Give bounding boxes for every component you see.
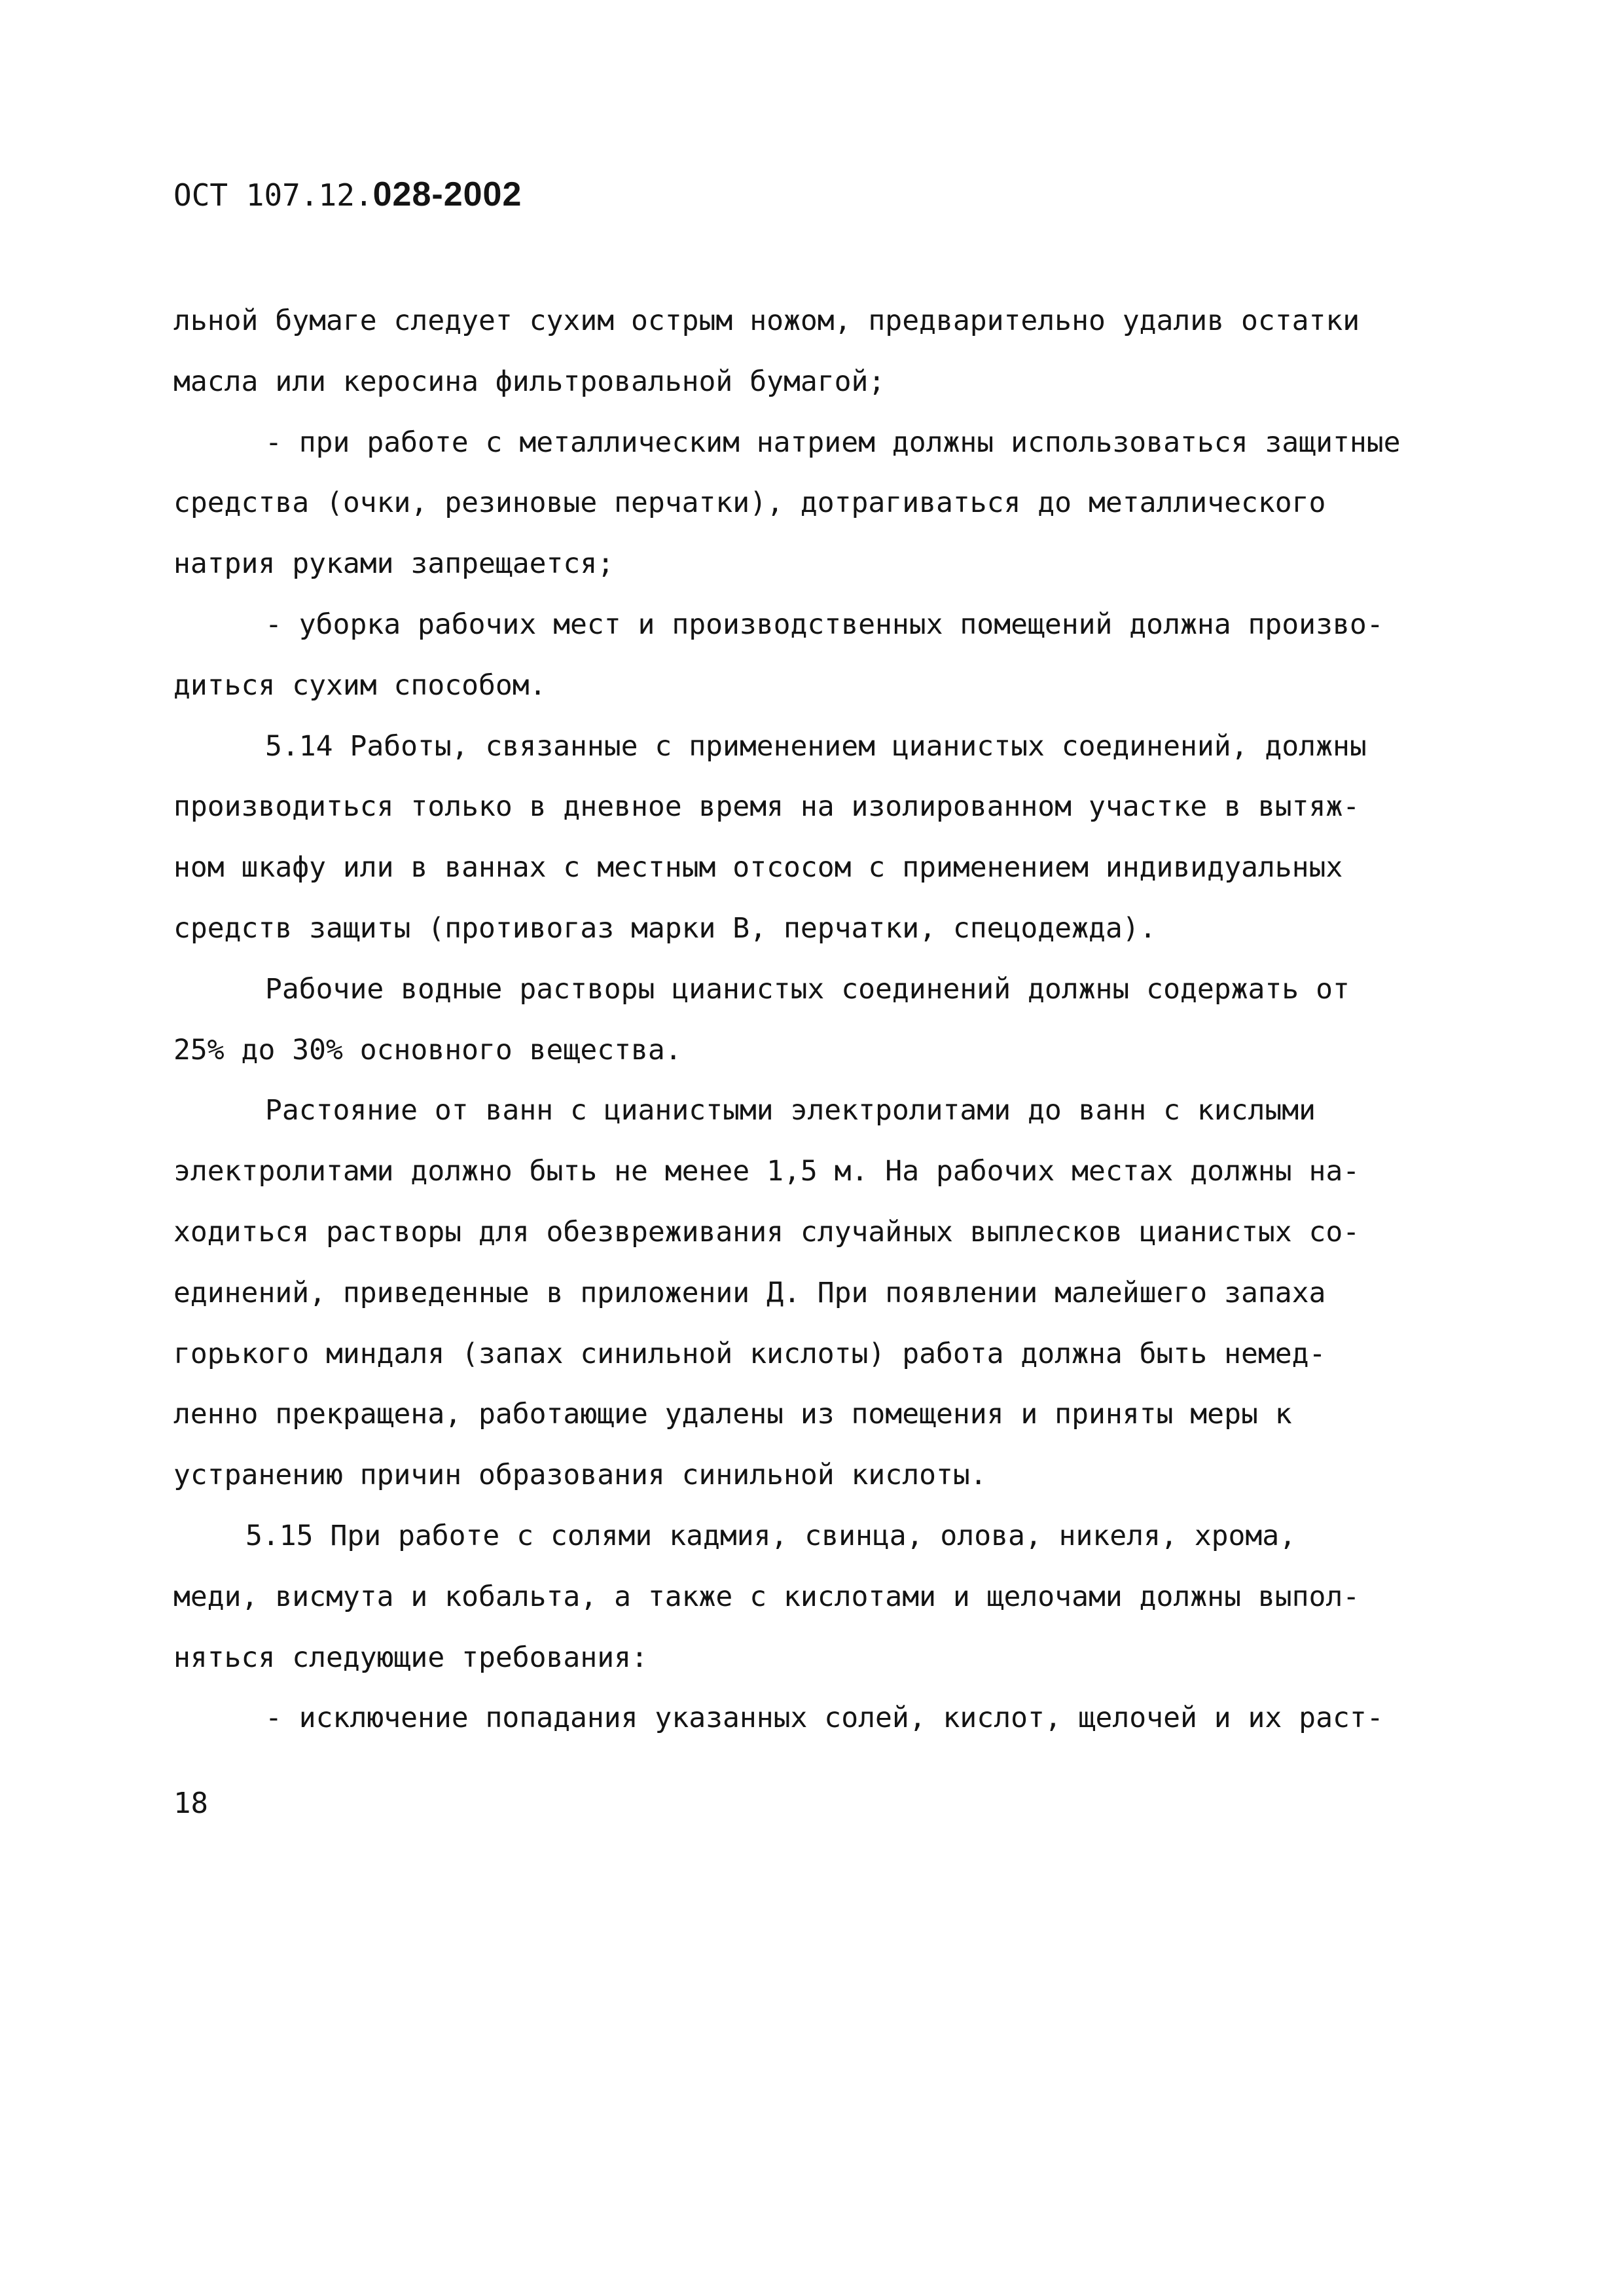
standard-prefix: ОСТ 107.12.	[173, 177, 373, 213]
text-line: Растояние от ванн с цианистыми электролитами до ванн с кислыми	[265, 1094, 1316, 1127]
text-line: Рабочие водные растворы цианистых соединений должны содержать от	[265, 972, 1350, 1006]
text-line: льной бумаге следует сухим острым ножом, предварительно удалив остатки	[173, 304, 1360, 337]
text-line: диться сухим способом.	[173, 668, 547, 702]
document-header	[173, 172, 522, 218]
text-line: ленно прекращена, работающие удалены из помещения и приняты меры к	[173, 1398, 1292, 1431]
text-line: няться следующие требования:	[173, 1641, 648, 1674]
text-line: единений, приведенные в приложении Д. При появлении малейшего запаха	[173, 1276, 1326, 1309]
text-line: ходиться растворы для обезвреживания случайных выплесков цианистых со-	[173, 1215, 1360, 1248]
text-line: - при работе с металлическим натрием должны использоваться защитные	[265, 426, 1401, 459]
text-line: - исключение попадания указанных солей, кислот, щелочей и их раст-	[265, 1702, 1384, 1735]
text-line: 5.14 Работы, связанные с применением цианистых соединений, должны	[265, 729, 1367, 763]
text-line: горького миндаля (запах синильной кислоты) работа должна быть немед-	[173, 1337, 1326, 1370]
text-line: 5.15 При работе с солями кадмия, свинца, олова, никеля, хрома,	[245, 1519, 1297, 1552]
text-line: 25% до 30% основного вещества.	[173, 1033, 682, 1066]
standard-code: 028-2002	[372, 175, 522, 213]
text-line: устранению причин образования синильной кислоты.	[173, 1459, 987, 1492]
text-line: ном шкафу или в ваннах с местным отсосом с применением индивидуальных	[173, 851, 1343, 884]
document-body	[173, 291, 1483, 1749]
text-line: средства (очки, резиновые перчатки), дотрагиваться до металлического	[173, 486, 1326, 520]
text-line: масла или керосина фильтровальной бумагой;	[173, 365, 886, 398]
text-line: электролитами должно быть не менее 1,5 м. На рабочих местах должны на-	[173, 1155, 1360, 1188]
page-number: 18	[173, 1787, 208, 1820]
text-line: натрия руками запрещается;	[173, 547, 615, 581]
text-line: средств защиты (противогаз марки В, перчатки, спецодежда).	[173, 911, 1157, 945]
text-line: производиться только в дневное время на изолированном участке в вытяж-	[173, 790, 1360, 824]
text-line: - уборка рабочих мест и производственных помещений должна произво-	[265, 608, 1384, 641]
text-line: меди, висмута и кобальта, а также с кислотами и щелочами должны выпол-	[173, 1580, 1360, 1613]
